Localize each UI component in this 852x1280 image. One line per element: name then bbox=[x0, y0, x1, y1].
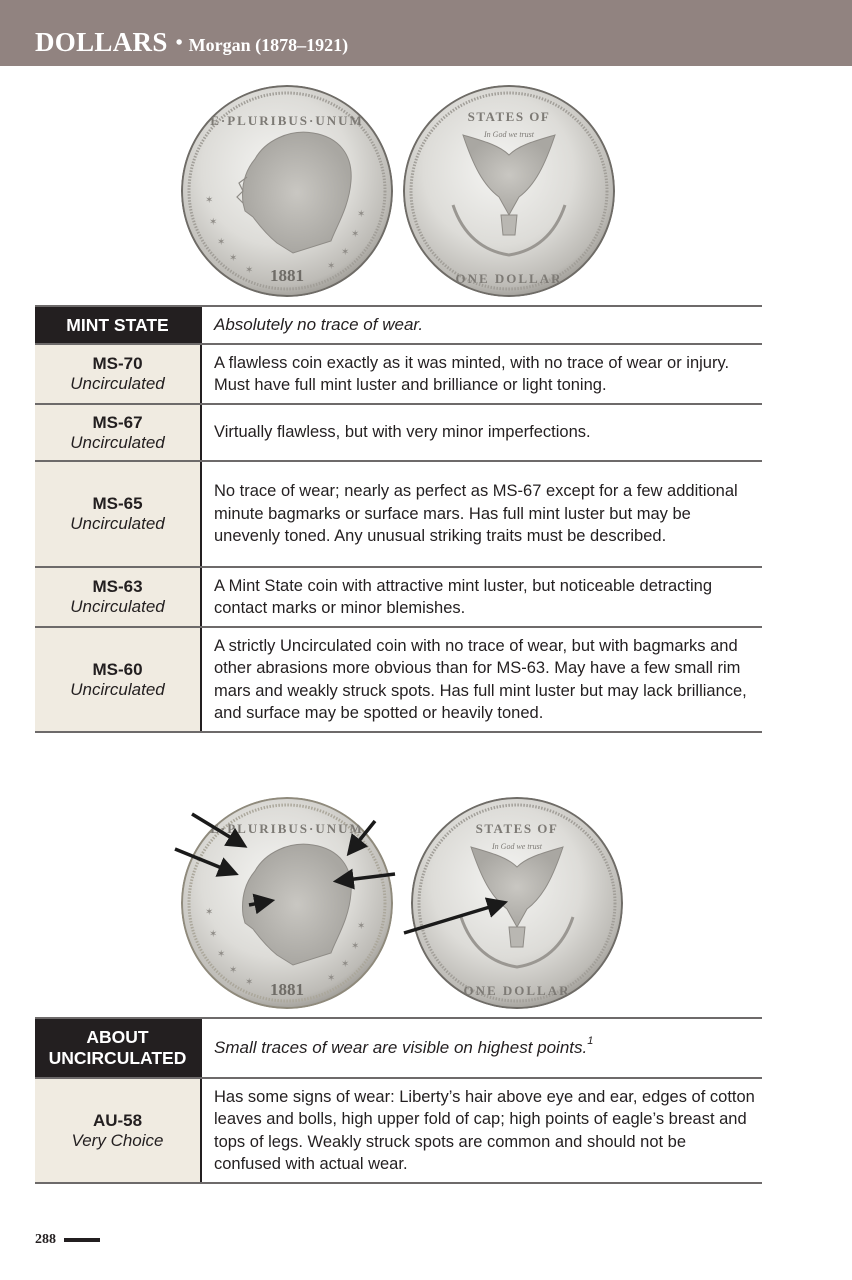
svg-text:✶: ✶ bbox=[229, 253, 238, 264]
svg-text:✶: ✶ bbox=[217, 237, 226, 248]
svg-text:✶: ✶ bbox=[245, 977, 254, 988]
grade-description: Has some signs of wear: Liberty’s hair above eye and ear, edges of cotton leaves and bolls, high upper fold of cap; high points of eagle’s breast and tops of legs. Weakly struck spots are common and should not be confused with actual wear. bbox=[201, 1078, 762, 1183]
reverse-legend: STATES OF bbox=[467, 109, 551, 124]
grade-code: MS-63 bbox=[92, 577, 143, 596]
arrow-icon bbox=[192, 814, 243, 845]
mint-state-grade-table bbox=[35, 305, 762, 733]
svg-text:STATES OF: STATES OF bbox=[475, 821, 559, 836]
grade-code: MS-60 bbox=[92, 659, 143, 679]
category-label: MINT STATE bbox=[35, 306, 201, 344]
section-title: DOLLARS bbox=[35, 27, 168, 57]
table-row bbox=[35, 461, 762, 567]
category-summary bbox=[201, 1018, 762, 1078]
svg-text:✶: ✶ bbox=[205, 195, 214, 206]
table-row bbox=[35, 567, 762, 627]
footnote-marker: 1 bbox=[587, 1035, 594, 1048]
reverse-motto: In God we trust bbox=[484, 130, 534, 139]
category-label-line1: ABOUT bbox=[86, 1027, 149, 1047]
reverse-denomination: ONE DOLLAR bbox=[455, 271, 563, 286]
grade-code: MS-70 bbox=[92, 354, 143, 373]
category-label bbox=[35, 1018, 201, 1078]
reverse-motto: In God we trust bbox=[492, 842, 542, 851]
table-row bbox=[35, 627, 762, 732]
svg-text:✶: ✶ bbox=[205, 907, 214, 918]
grade-name: Very Choice bbox=[71, 1130, 164, 1150]
svg-text:E·PLURIBUS·UNUM: E·PLURIBUS·UNUM bbox=[210, 821, 364, 836]
category-label-line2: UNCIRCULATED bbox=[48, 1048, 187, 1068]
svg-text:✶: ✶ bbox=[351, 229, 360, 240]
category-summary-text: Small traces of wear are visible on highest points. bbox=[214, 1037, 588, 1057]
subsection-title: Morgan (1878–1921) bbox=[188, 35, 349, 55]
arrow-icon bbox=[404, 903, 503, 933]
arrow-icon bbox=[175, 849, 234, 873]
folio-rule-divider bbox=[64, 1238, 100, 1242]
table-header-row bbox=[35, 1018, 762, 1078]
grade-code: MS-67 bbox=[92, 412, 143, 432]
svg-text:✶: ✶ bbox=[357, 209, 366, 220]
svg-text:✶: ✶ bbox=[217, 949, 226, 960]
svg-text:✶: ✶ bbox=[229, 965, 238, 976]
svg-text:✶: ✶ bbox=[209, 217, 218, 228]
obverse-legend: E·PLURIBUS·UNUM bbox=[210, 113, 364, 128]
grade-cell bbox=[35, 344, 201, 404]
morgan-dollar-obverse-image bbox=[181, 85, 393, 297]
svg-text:✶: ✶ bbox=[245, 265, 254, 276]
bullet-separator: • bbox=[175, 32, 183, 54]
arrow-icon bbox=[338, 874, 395, 881]
grade-description: No trace of wear; nearly as perfect as MS-67 except for a few additional minute bagmarks or surface mars. Has full mint luster but may be unevenly toned. Any unusual striking traits must be described. bbox=[201, 461, 762, 567]
table-row bbox=[35, 1078, 762, 1183]
grade-code: MS-65 bbox=[92, 494, 143, 513]
svg-text:✶: ✶ bbox=[327, 973, 336, 984]
grade-cell bbox=[35, 1078, 201, 1183]
obverse-date: 1881 bbox=[270, 266, 304, 285]
svg-text:✶: ✶ bbox=[357, 921, 366, 932]
grade-name: Uncirculated bbox=[70, 374, 165, 393]
grade-cell bbox=[35, 461, 201, 567]
svg-text:✶: ✶ bbox=[209, 929, 218, 940]
category-summary: Absolutely no trace of wear. bbox=[201, 306, 762, 344]
arrow-icon bbox=[249, 901, 270, 905]
svg-text:✶: ✶ bbox=[327, 261, 336, 272]
coin-images-bottom bbox=[0, 797, 852, 1009]
grade-code: AU-58 bbox=[92, 1110, 143, 1130]
grade-cell bbox=[35, 404, 201, 461]
reverse-denomination: ONE DOLLAR bbox=[463, 983, 571, 998]
grade-name: Uncirculated bbox=[70, 432, 165, 452]
wear-indicator-arrows bbox=[0, 797, 852, 1009]
running-header bbox=[0, 0, 852, 66]
table-header-row bbox=[35, 306, 762, 344]
svg-text:✶: ✶ bbox=[341, 959, 350, 970]
arrow-icon bbox=[350, 821, 375, 852]
grade-description: Virtually flawless, but with very minor imperfections. bbox=[201, 404, 762, 461]
grade-description: A Mint State coin with attractive mint luster, but noticeable detracting contact marks or minor blemishes. bbox=[201, 567, 762, 627]
svg-text:✶: ✶ bbox=[351, 941, 360, 952]
morgan-dollar-reverse-image bbox=[403, 85, 615, 297]
grade-name: Uncirculated bbox=[70, 679, 165, 699]
obverse-date: 1881 bbox=[270, 980, 304, 999]
grade-cell bbox=[35, 627, 201, 732]
grade-cell bbox=[35, 567, 201, 627]
svg-text:✶: ✶ bbox=[341, 247, 350, 258]
table-row bbox=[35, 344, 762, 404]
grade-description: A flawless coin exactly as it was minted, with no trace of wear or injury. Must have full mint luster and brilliance or light toning. bbox=[201, 344, 762, 404]
about-uncirculated-grade-table bbox=[35, 1017, 762, 1184]
grade-name: Uncirculated bbox=[70, 514, 165, 533]
grade-name: Uncirculated bbox=[70, 597, 165, 616]
grade-description: A strictly Uncirculated coin with no trace of wear, but with bagmarks and other abrasions more obvious than for MS-63. May have a few small rim mars and weakly struck spots. Has full mint luster but may lack brilliance, and surface may be spotted or heavily toned. bbox=[201, 627, 762, 732]
page-number: 288 bbox=[35, 1232, 56, 1247]
page-title bbox=[35, 27, 348, 58]
table-row bbox=[35, 404, 762, 461]
